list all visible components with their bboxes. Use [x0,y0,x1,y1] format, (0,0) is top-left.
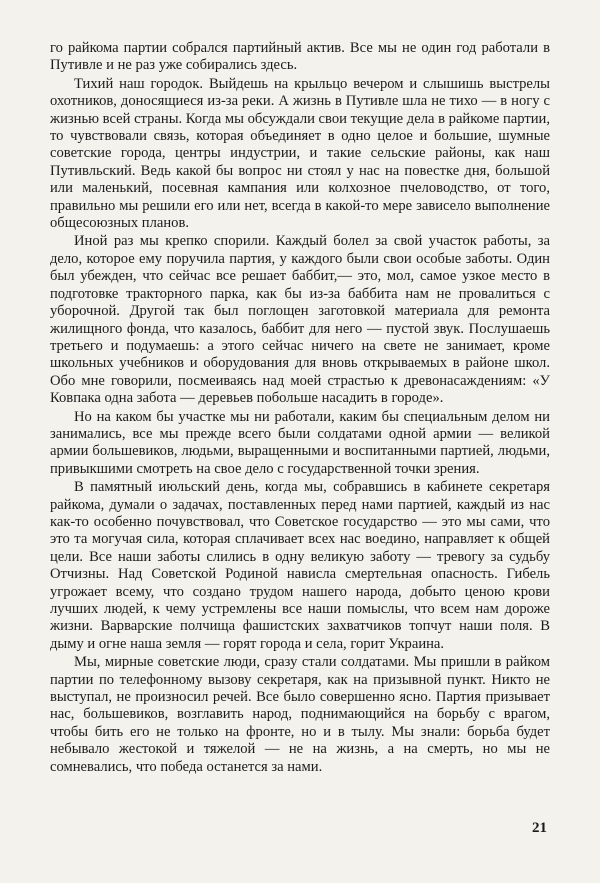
paragraph: Но на каком бы участке мы ни работали, каким бы специальным делом ни занимались, все мы прежде всего были солдатами одной армии — великой армии большевиков, людьми, выращенными и воспитанными партией, людьми, привыкшими смотреть на свое дело с государственной точки зрения. [50,408,550,477]
paragraph: Мы, мирные советские люди, сразу стали солдатами. Мы пришли в райком партии по телефонному вызову секретаря, как на призывной пункт. Никто не выступал, не произносил речей. Все было совершенно ясно. Партия призывает нас, большевиков, возглавить народ, поднимающийся на борьбу с врагом, чтобы бить его не только на фронте, но и в тылу. Мы знали: борьба будет небывало жестокой и тяжелой — не на жизнь, а на смерть, но мы не сомневались, что победа останется за нами. [50,654,550,775]
paragraph-continuation: го райкома партии собрался партийный актив. Все мы не один год работали в Путивле и не раз уже собирались здесь. [50,40,550,74]
page-number: 21 [532,820,547,836]
body-text [50,40,550,776]
paragraph: Тихий наш городок. Выйдешь на крыльцо вечером и слышишь выстрелы охотников, доносящиеся из-за реки. А жизнь в Путивле шла не тихо — в ногу с жизнью всей страны. Когда мы обсуждали свои текущие дела в райкоме партии, то чувствовали связь, которая объединяет в одно целое и большие, шумные советские города, центры индустрии, и такие сельские районы, как наш Путивльский. Ведь какой бы вопрос ни стоял у нас на повестке дня, большой или маленький, посевная кампания или колхозное пчеловодство, от того, правильно мы решили его или нет, всегда в какой-то мере зависело выполнение общесоюзных планов. [50,75,550,232]
paragraph: Иной раз мы крепко спорили. Каждый болел за свой участок работы, за дело, которое ему поручила партия, у каждого были свои особые заботы. Один был убежден, что сейчас все решает баббит,— это, мол, самое узкое место в подготовке тракторного парка, как бы из-за баббита нам не провалиться с уборочной. Другой так был поглощен заготовкой материала для ремонта жилищного фонда, что казалось, баббит для него — пустой звук. Послушаешь третьего и подумаешь: а этого сейчас ничего на свете не занимает, кроме школьных учебников и оборудования для вновь открываемых в районе школ. Обо мне говорили, посмеиваясь над моей страстью к древонасаждениям: «У Ковпака одна забота — деревьев побольше насадить в городе». [50,233,550,407]
paragraph: В памятный июльский день, когда мы, собравшись в кабинете секретаря райкома, думали о задачах, поставленных перед нами партией, каждый из нас как-то особенно почувствовал, что Советское государство — это мы сами, что это та могучая сила, которая сплачивает всех нас воедино, направляет к общей цели. Все наши заботы слились в одну великую заботу — тревогу за судьбу Отчизны. Над Советской Родиной нависла смертельная опасность. Гибель угрожает всему, что создано трудом нашего народа, добыто ценою крови лучших людей, к чему устремлены все наши помыслы, что всем нам дороже жизни. Варварские полчища фашистских захватчиков топчут наши поля. В дыму и огне наша земля — горят города и села, горит Украина. [50,479,550,652]
